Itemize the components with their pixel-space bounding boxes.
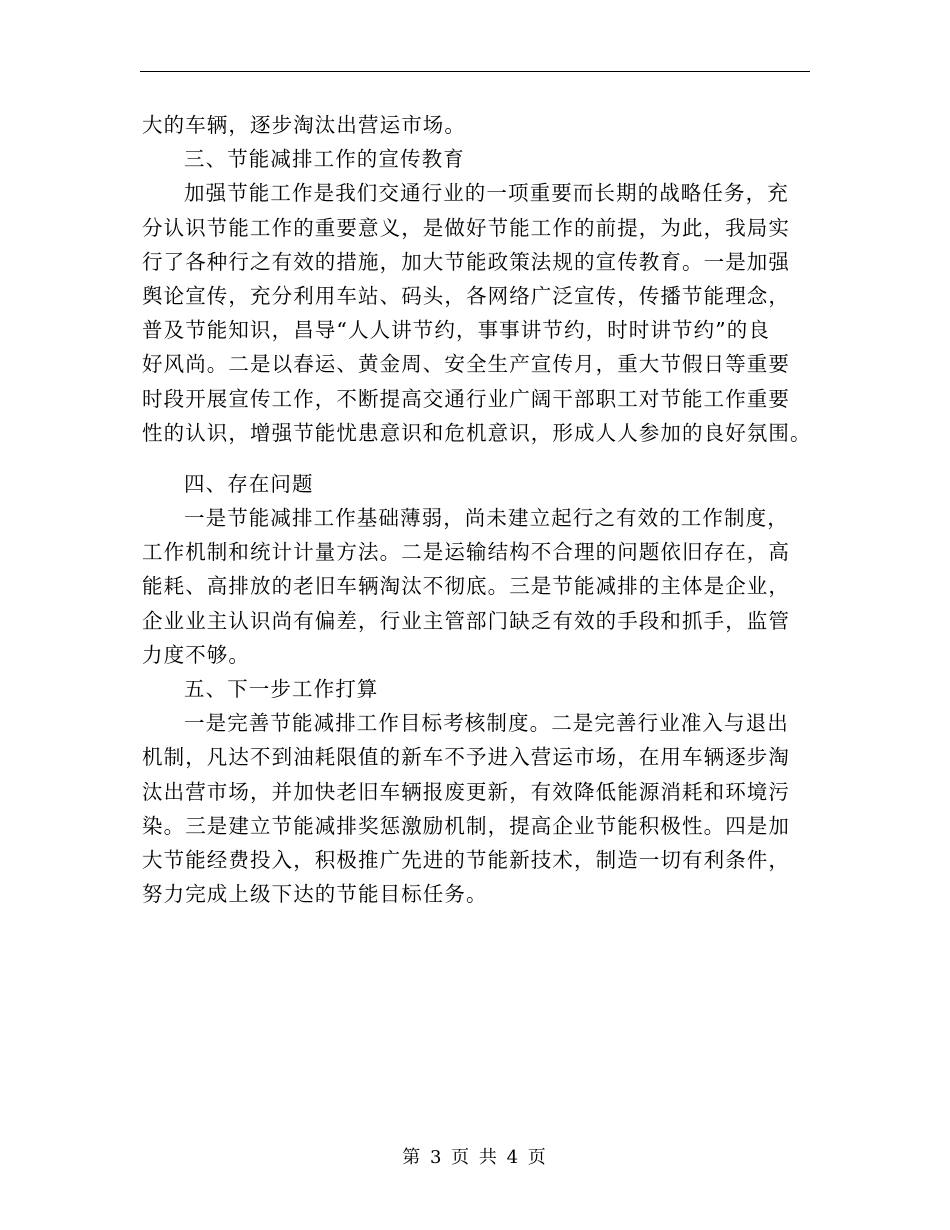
text-line: 性的认识，增强节能忧患意识和危机意识，形成人人参加的良好氛围。: [142, 420, 812, 445]
section-heading-publicity: 三、节能减排工作的宣传教育: [184, 147, 465, 172]
text-line: 普及节能知识，昌导“人人讲节约，事事讲节约，时时讲节约”的良: [142, 318, 770, 343]
text-line: 好风尚。二是以春运、黄金周、安全生产宣传月，重大节假日等重要: [142, 352, 790, 377]
text-line: 努力完成上级下达的节能目标任务。: [142, 882, 488, 907]
paragraph-gap: [142, 450, 822, 467]
text-line: 大的车辆，逐步淘汰出营运市场。: [142, 113, 466, 137]
document-body: [142, 108, 822, 911]
text-line: 力度不够。: [142, 642, 250, 667]
text-line: 时段开展宣传工作，不断提高交通行业广阔干部职工对节能工作重要: [142, 386, 790, 411]
text-line: 大节能经费投入，积极推广先进的节能新技术，制造一切有利条件，: [142, 847, 790, 872]
page-number-footer: 第 3 页 共 4 页: [402, 1147, 548, 1168]
section-heading-problems: 四、存在问题: [184, 471, 314, 496]
text-line: 机制，凡达不到油耗限值的新车不予进入营运市场，在用车辆逐步淘: [142, 745, 790, 770]
text-line: 能耗、高排放的老旧车辆淘汰不彻底。三是节能减排的主体是企业，: [142, 574, 790, 599]
header-rule: [140, 71, 810, 72]
text-line: 舆论宣传，充分利用车站、码头，各网络广泛宣传，传播节能理念，: [142, 283, 790, 308]
text-line: 一是节能减排工作基础薄弱，尚未建立起行之有效的工作制度，: [184, 506, 789, 531]
text-line: 一是完善节能减排工作目标考核制度。二是完善行业准入与退出: [184, 711, 789, 736]
text-line: 汰出营市场，并加快老旧车辆报废更新，有效降低能源消耗和环境污: [142, 779, 790, 804]
section-heading-next-steps: 五、下一步工作打算: [184, 677, 379, 701]
text-line: 加强节能工作是我们交通行业的一项重要而长期的战略任务，充: [184, 181, 789, 206]
text-line: 染。三是建立节能减排奖惩激励机制，提高企业节能积极性。四是加: [142, 813, 790, 838]
text-line: 工作机制和统计计量方法。二是运输结构不合理的问题依旧存在，高: [142, 540, 790, 565]
text-line: 行了各种行之有效的措施，加大节能政策法规的宣传教育。一是加强: [142, 249, 790, 274]
text-line: 企业业主认识尚有偏差，行业主管部门缺乏有效的手段和抓手，监管: [142, 608, 790, 633]
text-line: 分认识节能工作的重要意义，是做好节能工作的前提，为此，我局实: [142, 215, 790, 240]
